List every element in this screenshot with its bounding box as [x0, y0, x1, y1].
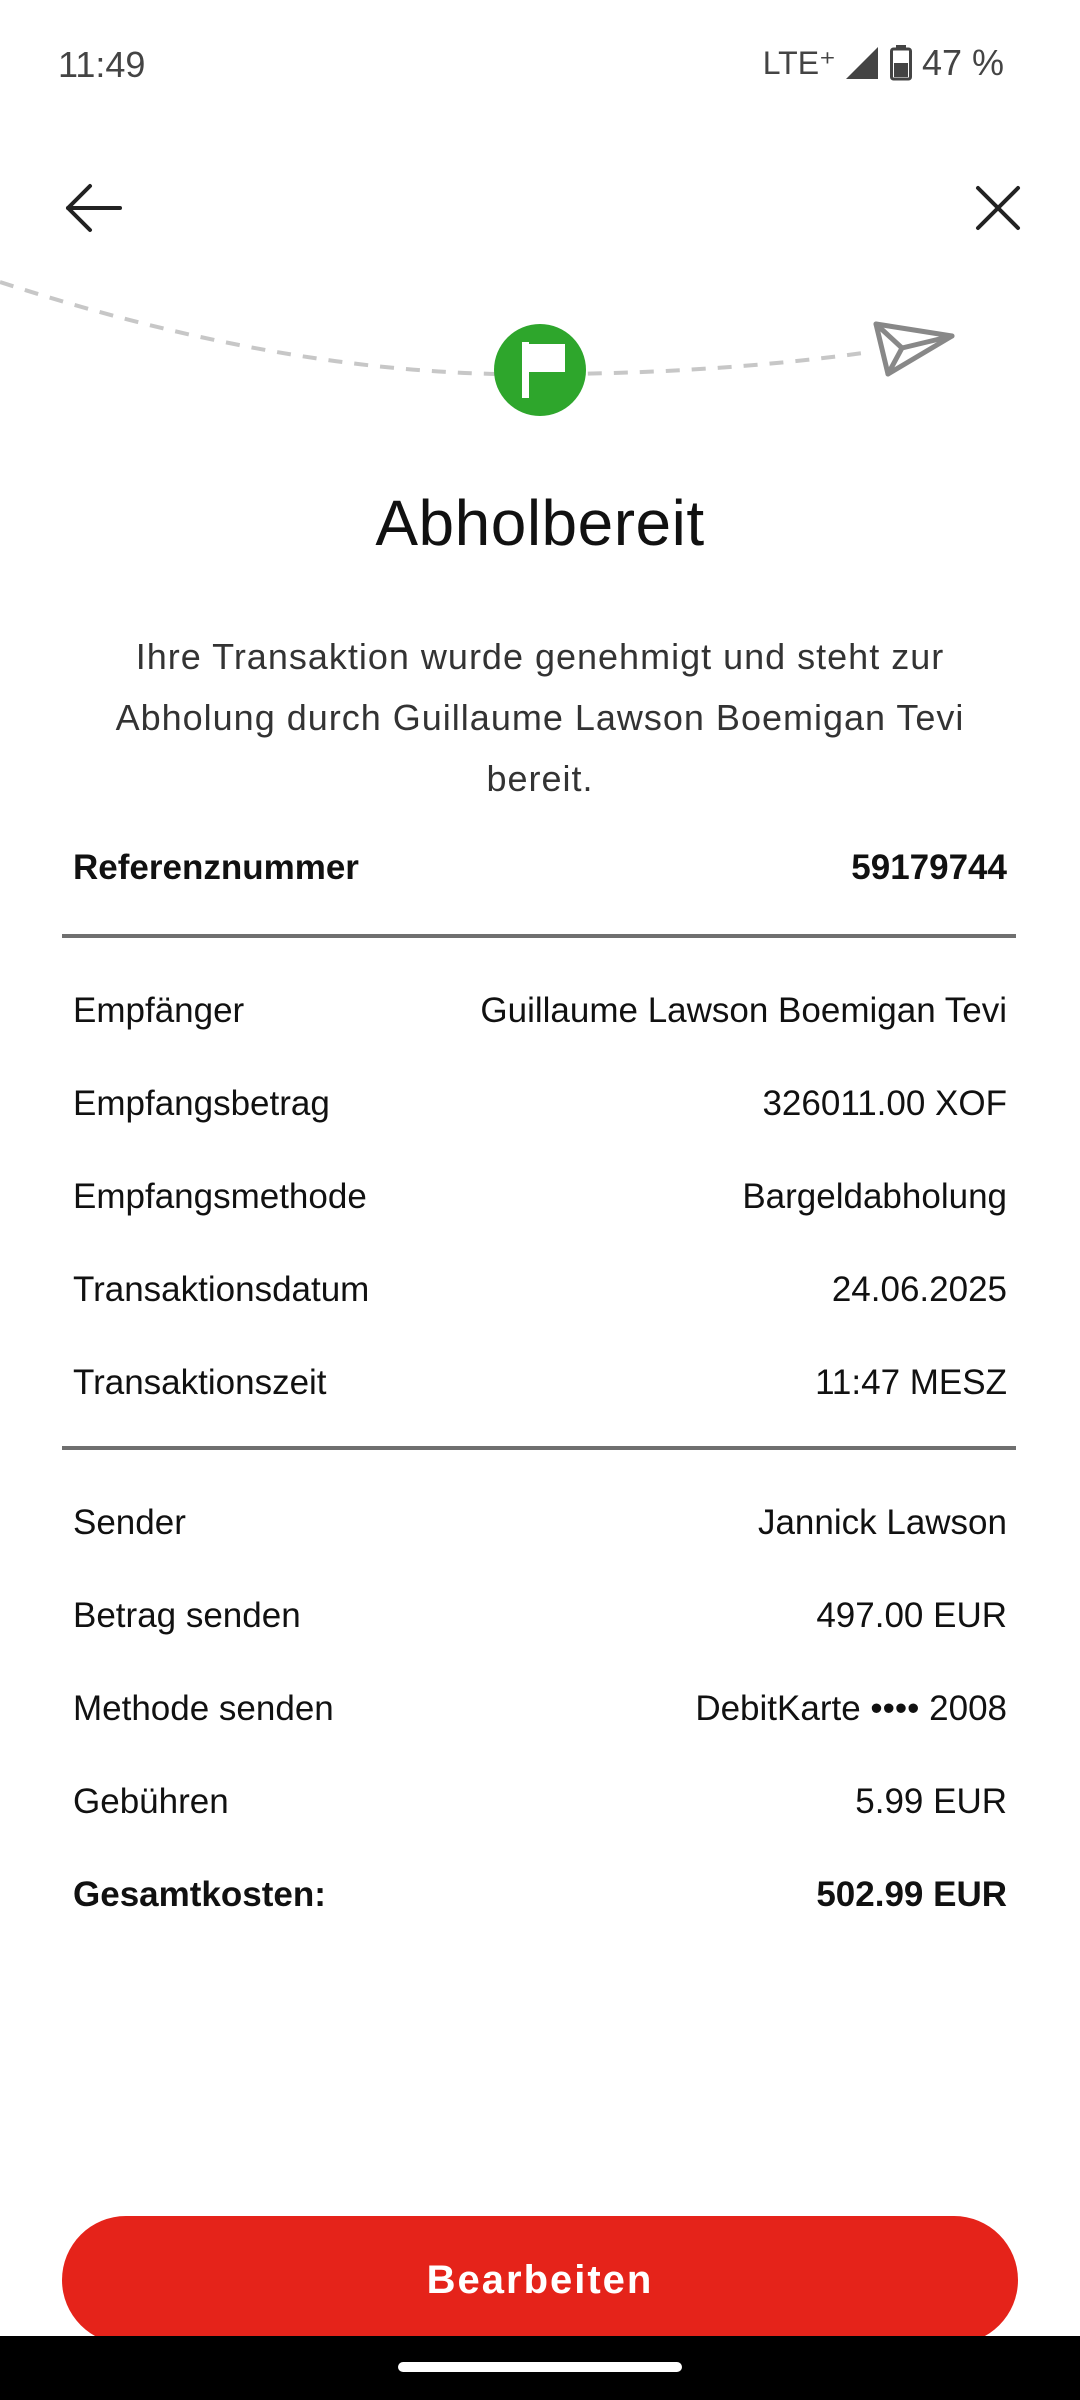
detail-value: 326011.00 XOF — [762, 1083, 1007, 1123]
reference-label: Referenznummer — [73, 848, 359, 887]
detail-row-sender — [73, 1476, 1007, 1569]
detail-label: Sender — [73, 1502, 186, 1542]
edit-button[interactable]: Bearbeiten — [62, 2216, 1018, 2344]
flag-icon — [494, 324, 586, 416]
close-button[interactable] — [968, 178, 1038, 238]
detail-value: 497.00 EUR — [816, 1595, 1007, 1635]
detail-value: 5.99 EUR — [855, 1781, 1007, 1821]
transfer-progress — [0, 270, 1080, 430]
detail-label: Empfangsbetrag — [73, 1083, 330, 1123]
detail-label: Transaktionsdatum — [73, 1269, 370, 1309]
detail-row-transaction-time — [73, 1336, 1007, 1429]
progress-path — [0, 282, 870, 374]
detail-row-receive-amount — [73, 1057, 1007, 1150]
detail-value: Jannick Lawson — [757, 1502, 1007, 1542]
detail-label: Transaktionszeit — [73, 1362, 327, 1402]
detail-row-send-amount — [73, 1569, 1007, 1662]
detail-value: 11:47 MESZ — [815, 1362, 1007, 1402]
detail-row-send-method — [73, 1662, 1007, 1755]
detail-value: 24.06.2025 — [831, 1269, 1007, 1309]
battery-level: 47 % — [921, 42, 1004, 83]
detail-row-transaction-date — [73, 1243, 1007, 1336]
detail-label: Methode senden — [73, 1688, 334, 1728]
detail-row-fees — [73, 1755, 1007, 1848]
paper-plane-icon — [876, 324, 952, 374]
detail-row-receive-method — [73, 1150, 1007, 1243]
battery-icon — [890, 45, 912, 81]
detail-label: Empfänger — [73, 990, 245, 1030]
recipient-details — [73, 964, 1007, 1429]
status-indicators — [763, 42, 1004, 84]
back-button[interactable] — [60, 178, 130, 238]
signal-icon — [844, 45, 880, 81]
detail-row-total — [73, 1848, 1007, 1941]
close-icon — [968, 178, 1038, 238]
detail-value: Guillaume Lawson Boemigan Tevi — [480, 990, 1007, 1030]
divider — [62, 1446, 1016, 1450]
status-time: 11:49 — [58, 44, 146, 85]
divider — [62, 934, 1016, 938]
arrow-left-icon — [60, 178, 130, 238]
home-indicator[interactable] — [398, 2362, 682, 2372]
sender-details — [73, 1476, 1007, 1941]
network-type: LTE⁺ — [762, 45, 836, 81]
detail-row-recipient — [73, 964, 1007, 1057]
reference-row — [73, 848, 1007, 888]
detail-label: Betrag senden — [73, 1595, 301, 1635]
detail-label: Empfangsmethode — [73, 1176, 367, 1216]
page-title: Abholbereit — [375, 487, 705, 559]
reference-value: 59179744 — [851, 848, 1007, 887]
total-value: 502.99 EUR — [816, 1874, 1007, 1914]
detail-value: Bargeldabholung — [742, 1176, 1007, 1216]
status-bar — [0, 0, 1080, 130]
total-label: Gesamtkosten: — [73, 1874, 326, 1914]
status-description: Ihre Transaktion wurde genehmigt und steht zur Abholung durch Guillaume Lawson Boemigan Tevi bereit. — [115, 636, 965, 799]
detail-label: Gebühren — [73, 1781, 229, 1821]
detail-value: DebitKarte •••• 2008 — [695, 1688, 1007, 1728]
